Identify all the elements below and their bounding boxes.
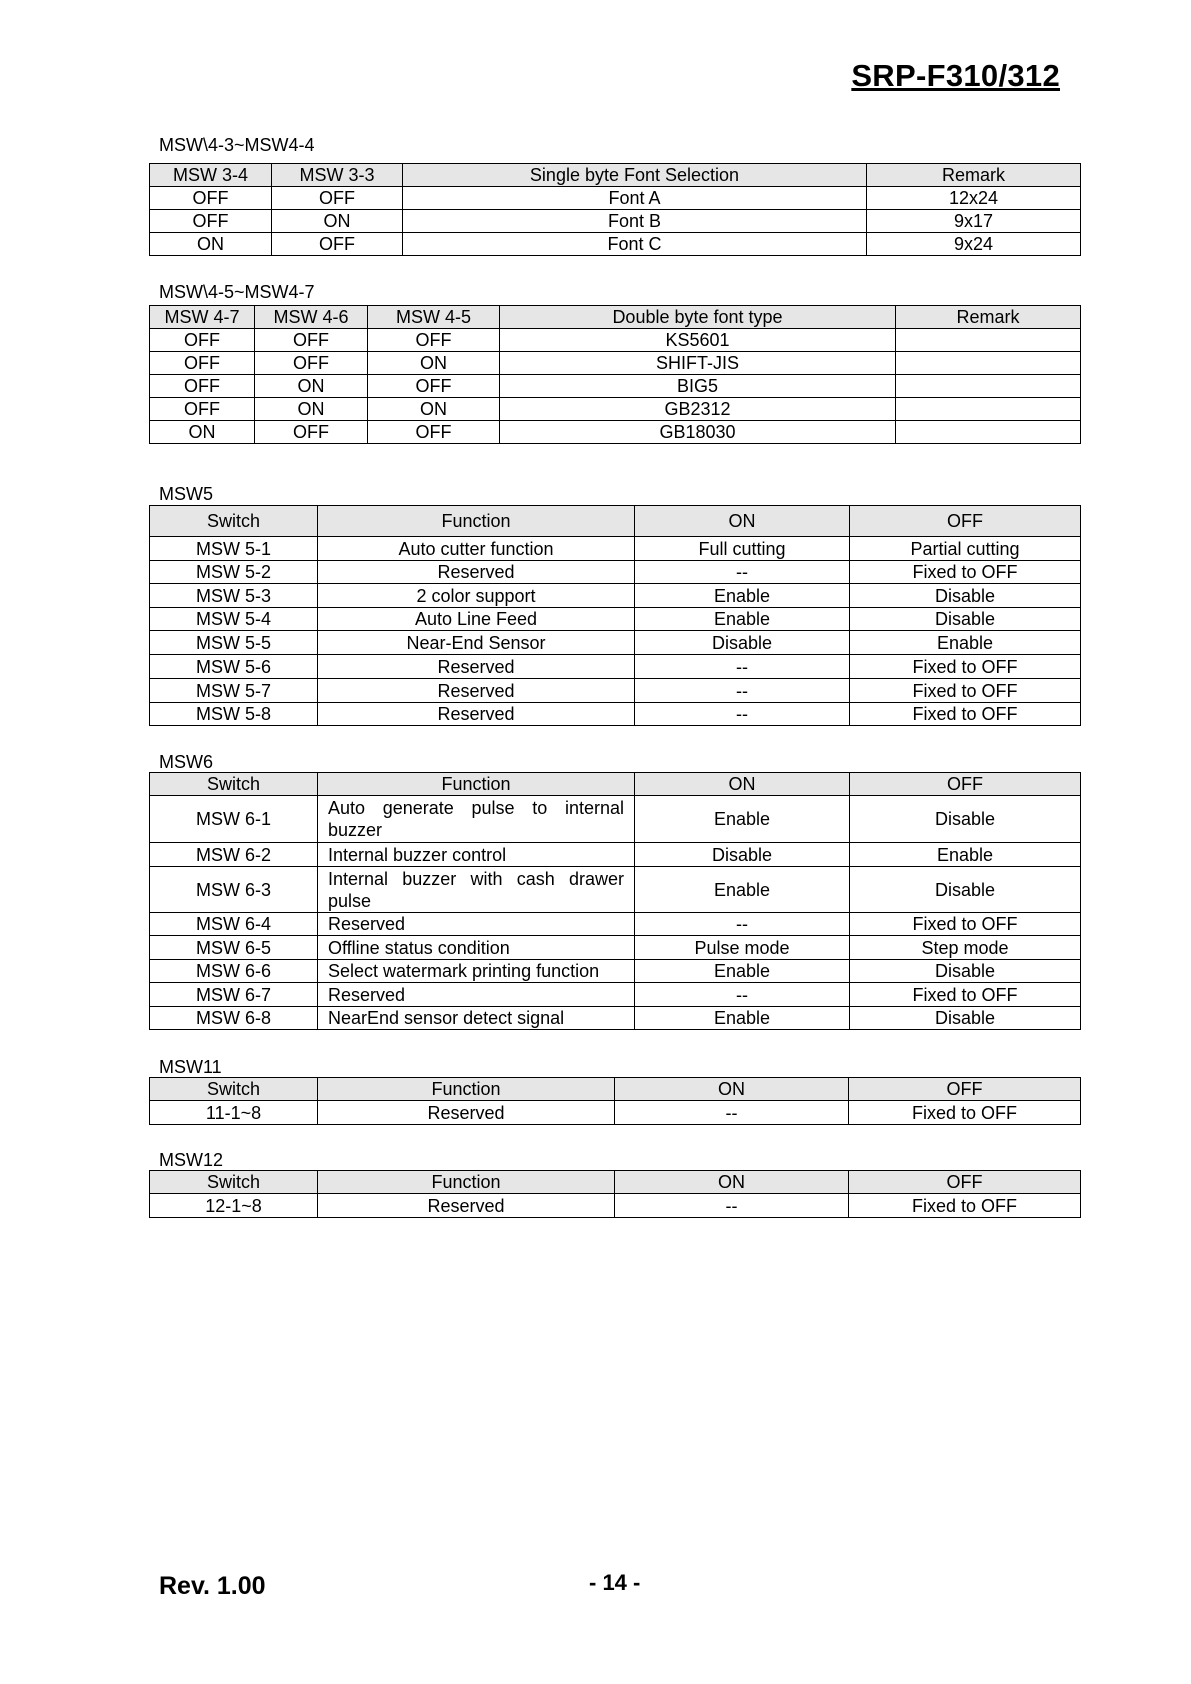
table-cell: GB2312 xyxy=(500,398,896,421)
table-cell: Auto Line Feed xyxy=(318,608,635,631)
table-cell: 12-1~8 xyxy=(150,1194,318,1218)
table-cell: BIG5 xyxy=(500,375,896,398)
table-header-row xyxy=(150,1078,1081,1101)
table-cell: Enable xyxy=(635,960,850,983)
msw5-table xyxy=(149,505,1081,726)
table-cell: MSW 5-8 xyxy=(150,703,318,726)
table-row xyxy=(150,187,1081,210)
table-row xyxy=(150,655,1081,679)
msw6-table xyxy=(149,772,1081,1030)
table-cell: NearEnd sensor detect signal xyxy=(318,1007,635,1030)
table-cell: Font B xyxy=(403,210,867,233)
table-cell: -- xyxy=(615,1194,849,1218)
column-header: Function xyxy=(318,773,635,796)
table-cell: -- xyxy=(615,1101,849,1125)
table-row xyxy=(150,584,1081,608)
table-row xyxy=(150,679,1081,703)
table-cell: Disable xyxy=(850,867,1081,913)
column-header: MSW 4-6 xyxy=(255,306,368,329)
table-cell: MSW 6-5 xyxy=(150,936,318,960)
table-cell: OFF xyxy=(368,375,500,398)
table-row xyxy=(150,867,1081,913)
section-label-msw6: MSW6 xyxy=(159,752,213,772)
table-row xyxy=(150,631,1081,655)
table-cell: Enable xyxy=(635,1007,850,1030)
table-cell: OFF xyxy=(150,329,255,352)
table-cell: Enable xyxy=(635,608,850,631)
table-cell: Fixed to OFF xyxy=(849,1194,1081,1218)
table-cell: OFF xyxy=(272,233,403,256)
table-cell: Disable xyxy=(850,960,1081,983)
table-cell: Auto generate pulse to internal buzzer xyxy=(318,796,635,843)
table-row xyxy=(150,421,1081,444)
table-cell: MSW 6-4 xyxy=(150,913,318,936)
table-cell: Reserved xyxy=(318,703,635,726)
table-cell: MSW 5-5 xyxy=(150,631,318,655)
table-cell: ON xyxy=(255,398,368,421)
table-row xyxy=(150,210,1081,233)
table-cell: MSW 5-4 xyxy=(150,608,318,631)
column-header: OFF xyxy=(850,773,1081,796)
column-header: MSW 3-3 xyxy=(272,164,403,187)
revision-label: Rev. 1.00 xyxy=(159,1572,266,1600)
table-cell xyxy=(896,421,1081,444)
column-header: OFF xyxy=(849,1171,1081,1194)
table-cell: ON xyxy=(368,398,500,421)
page-number: - 14 - xyxy=(589,1570,641,1595)
table-cell: Fixed to OFF xyxy=(850,703,1081,726)
column-header: Double byte font type xyxy=(500,306,896,329)
section-label-msw12: MSW12 xyxy=(159,1150,224,1170)
table-cell: MSW 6-6 xyxy=(150,960,318,983)
table-cell: -- xyxy=(635,983,850,1007)
table-cell: Disable xyxy=(850,608,1081,631)
table-header-row xyxy=(150,506,1081,537)
table-cell: Fixed to OFF xyxy=(850,679,1081,703)
table-row xyxy=(150,561,1081,584)
table-row xyxy=(150,233,1081,256)
column-header: Switch xyxy=(150,1171,318,1194)
table-cell: 9x24 xyxy=(867,233,1081,256)
table-row xyxy=(150,608,1081,631)
table-row xyxy=(150,375,1081,398)
table-cell: MSW 6-3 xyxy=(150,867,318,913)
table-cell: Auto cutter function xyxy=(318,537,635,561)
column-header: Remark xyxy=(896,306,1081,329)
table-cell: ON xyxy=(368,352,500,375)
table-cell: Enable xyxy=(635,584,850,608)
table-cell: Pulse mode xyxy=(635,936,850,960)
table-cell: -- xyxy=(635,913,850,936)
table-row xyxy=(150,537,1081,561)
table-cell: OFF xyxy=(150,352,255,375)
table-cell: MSW 5-1 xyxy=(150,537,318,561)
column-header: OFF xyxy=(849,1078,1081,1101)
table-cell: Partial cutting xyxy=(850,537,1081,561)
column-header: Switch xyxy=(150,773,318,796)
table-cell: Fixed to OFF xyxy=(850,983,1081,1007)
column-header: Single byte Font Selection xyxy=(403,164,867,187)
table-cell: SHIFT-JIS xyxy=(500,352,896,375)
table-cell: ON xyxy=(150,421,255,444)
table-header-row xyxy=(150,306,1081,329)
column-header: MSW 3-4 xyxy=(150,164,272,187)
column-header: Switch xyxy=(150,1078,318,1101)
table-cell: MSW 6-7 xyxy=(150,983,318,1007)
table-cell: ON xyxy=(150,233,272,256)
table-cell: MSW 6-8 xyxy=(150,1007,318,1030)
table-cell: GB18030 xyxy=(500,421,896,444)
document-title: SRP-F310/312 xyxy=(851,58,1060,93)
table-cell: Reserved xyxy=(318,1194,615,1218)
table-cell: Enable xyxy=(850,843,1081,867)
table-cell: Disable xyxy=(850,584,1081,608)
table-cell: Select watermark printing function xyxy=(318,960,635,983)
table-cell: Reserved xyxy=(318,561,635,584)
table-cell: Enable xyxy=(635,867,850,913)
table-cell: Reserved xyxy=(318,983,635,1007)
table-cell: OFF xyxy=(255,421,368,444)
table-cell: Internal buzzer control xyxy=(318,843,635,867)
column-header: ON xyxy=(635,506,850,537)
table-cell: Disable xyxy=(850,1007,1081,1030)
msw4-font-table xyxy=(149,163,1081,256)
column-header: ON xyxy=(615,1078,849,1101)
column-header: Function xyxy=(318,506,635,537)
table-cell xyxy=(896,398,1081,421)
table-cell: 11-1~8 xyxy=(150,1101,318,1125)
table-row xyxy=(150,1101,1081,1125)
table-cell xyxy=(896,375,1081,398)
msw4-double-byte-table xyxy=(149,305,1081,444)
table-cell: OFF xyxy=(150,375,255,398)
table-row xyxy=(150,1194,1081,1218)
table-cell: Near-End Sensor xyxy=(318,631,635,655)
section-label-msw5: MSW5 xyxy=(159,484,213,504)
table-cell: -- xyxy=(635,561,850,584)
table-cell: OFF xyxy=(255,329,368,352)
section-label-msw11: MSW11 xyxy=(159,1057,222,1077)
table-cell: -- xyxy=(635,655,850,679)
section-label-msw4-double: MSW\4-5~MSW4-7 xyxy=(159,282,315,302)
table-cell: Full cutting xyxy=(635,537,850,561)
table-cell: Font C xyxy=(403,233,867,256)
column-header: ON xyxy=(635,773,850,796)
table-row xyxy=(150,329,1081,352)
column-header: OFF xyxy=(850,506,1081,537)
table-cell: ON xyxy=(255,375,368,398)
table-cell xyxy=(896,352,1081,375)
table-cell: Enable xyxy=(850,631,1081,655)
column-header: MSW 4-7 xyxy=(150,306,255,329)
section-label-msw4-font: MSW\4-3~MSW4-4 xyxy=(159,135,315,155)
table-cell xyxy=(896,329,1081,352)
table-cell: Reserved xyxy=(318,1101,615,1125)
table-row xyxy=(150,936,1081,960)
table-row xyxy=(150,960,1081,983)
table-cell: MSW 5-3 xyxy=(150,584,318,608)
table-cell: Step mode xyxy=(850,936,1081,960)
column-header: MSW 4-5 xyxy=(368,306,500,329)
table-row xyxy=(150,1007,1081,1030)
table-cell: 12x24 xyxy=(867,187,1081,210)
table-cell: Fixed to OFF xyxy=(850,655,1081,679)
table-cell: OFF xyxy=(272,187,403,210)
table-cell: Disable xyxy=(635,843,850,867)
column-header: Function xyxy=(318,1171,615,1194)
table-cell: MSW 6-1 xyxy=(150,796,318,843)
table-row xyxy=(150,843,1081,867)
table-header-row xyxy=(150,164,1081,187)
table-cell: OFF xyxy=(150,187,272,210)
table-cell: 9x17 xyxy=(867,210,1081,233)
table-cell: OFF xyxy=(150,398,255,421)
table-row xyxy=(150,703,1081,726)
table-row xyxy=(150,398,1081,421)
table-cell: Disable xyxy=(635,631,850,655)
table-cell: Enable xyxy=(635,796,850,843)
table-cell: OFF xyxy=(368,421,500,444)
table-cell: MSW 5-7 xyxy=(150,679,318,703)
table-cell: -- xyxy=(635,679,850,703)
table-cell: Font A xyxy=(403,187,867,210)
table-cell: OFF xyxy=(255,352,368,375)
column-header: Switch xyxy=(150,506,318,537)
table-cell: 2 color support xyxy=(318,584,635,608)
table-cell: Internal buzzer with cash drawer pulse xyxy=(318,867,635,913)
table-row xyxy=(150,983,1081,1007)
table-cell: MSW 5-6 xyxy=(150,655,318,679)
table-cell: Reserved xyxy=(318,679,635,703)
table-cell: Reserved xyxy=(318,655,635,679)
table-cell: OFF xyxy=(368,329,500,352)
table-cell: Reserved xyxy=(318,913,635,936)
table-cell: Fixed to OFF xyxy=(849,1101,1081,1125)
table-cell: Fixed to OFF xyxy=(850,561,1081,584)
msw11-table xyxy=(149,1077,1081,1125)
table-cell: -- xyxy=(635,703,850,726)
table-cell: Fixed to OFF xyxy=(850,913,1081,936)
table-row xyxy=(150,352,1081,375)
table-cell: ON xyxy=(272,210,403,233)
msw12-table xyxy=(149,1170,1081,1218)
table-cell: Disable xyxy=(850,796,1081,843)
table-cell: MSW 6-2 xyxy=(150,843,318,867)
table-header-row xyxy=(150,1171,1081,1194)
column-header: Function xyxy=(318,1078,615,1101)
column-header: ON xyxy=(615,1171,849,1194)
table-row xyxy=(150,796,1081,843)
table-cell: MSW 5-2 xyxy=(150,561,318,584)
table-cell: OFF xyxy=(150,210,272,233)
table-row xyxy=(150,913,1081,936)
table-cell: KS5601 xyxy=(500,329,896,352)
table-cell: Offline status condition xyxy=(318,936,635,960)
column-header: Remark xyxy=(867,164,1081,187)
table-header-row xyxy=(150,773,1081,796)
